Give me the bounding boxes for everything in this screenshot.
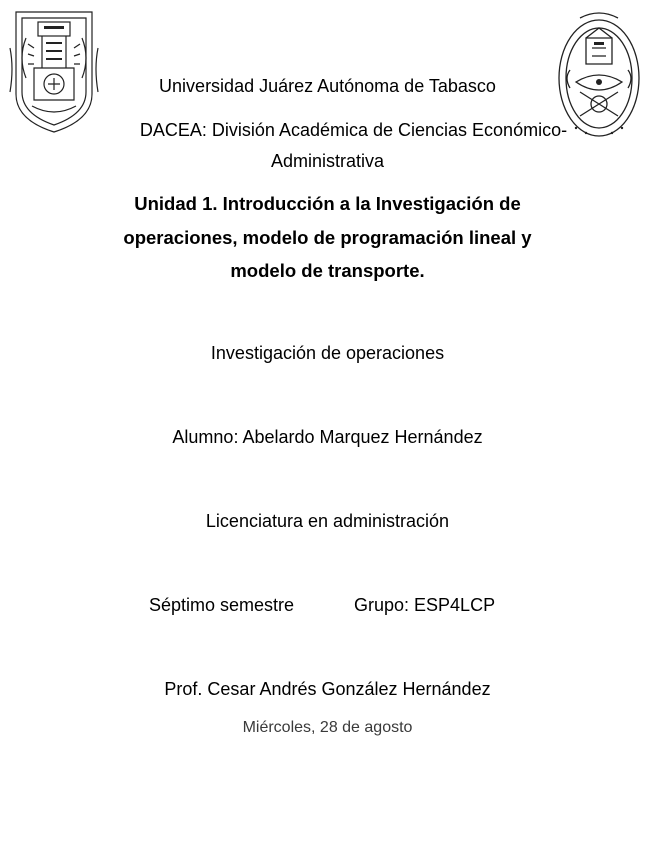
degree-name: Licenciatura en administración xyxy=(205,511,450,531)
division-name-line-1: DACEA: División Académica de Ciencias Económico- xyxy=(139,120,568,140)
division-name-line-2: Administrativa xyxy=(270,151,385,171)
university-name: Universidad Juárez Autónoma de Tabasco xyxy=(159,76,496,96)
student-name: Alumno: Abelardo Marquez Hernández xyxy=(172,427,483,447)
unit-title-line-3: modelo de transporte. xyxy=(230,260,425,281)
unit-title-line-1: Unidad 1. Introducción a la Investigación de xyxy=(134,193,521,214)
unit-title-line-2: operaciones, modelo de programación lineal y xyxy=(123,227,532,248)
group-label: Grupo: ESP4LCP xyxy=(354,595,496,615)
university-crest-icon xyxy=(8,8,100,136)
date-label: Miércoles, 28 de agosto xyxy=(242,719,413,736)
semester-label: Séptimo semestre xyxy=(149,595,295,615)
professor-name: Prof. Cesar Andrés González Hernández xyxy=(164,679,491,699)
subject-name: Investigación de operaciones xyxy=(210,343,445,363)
